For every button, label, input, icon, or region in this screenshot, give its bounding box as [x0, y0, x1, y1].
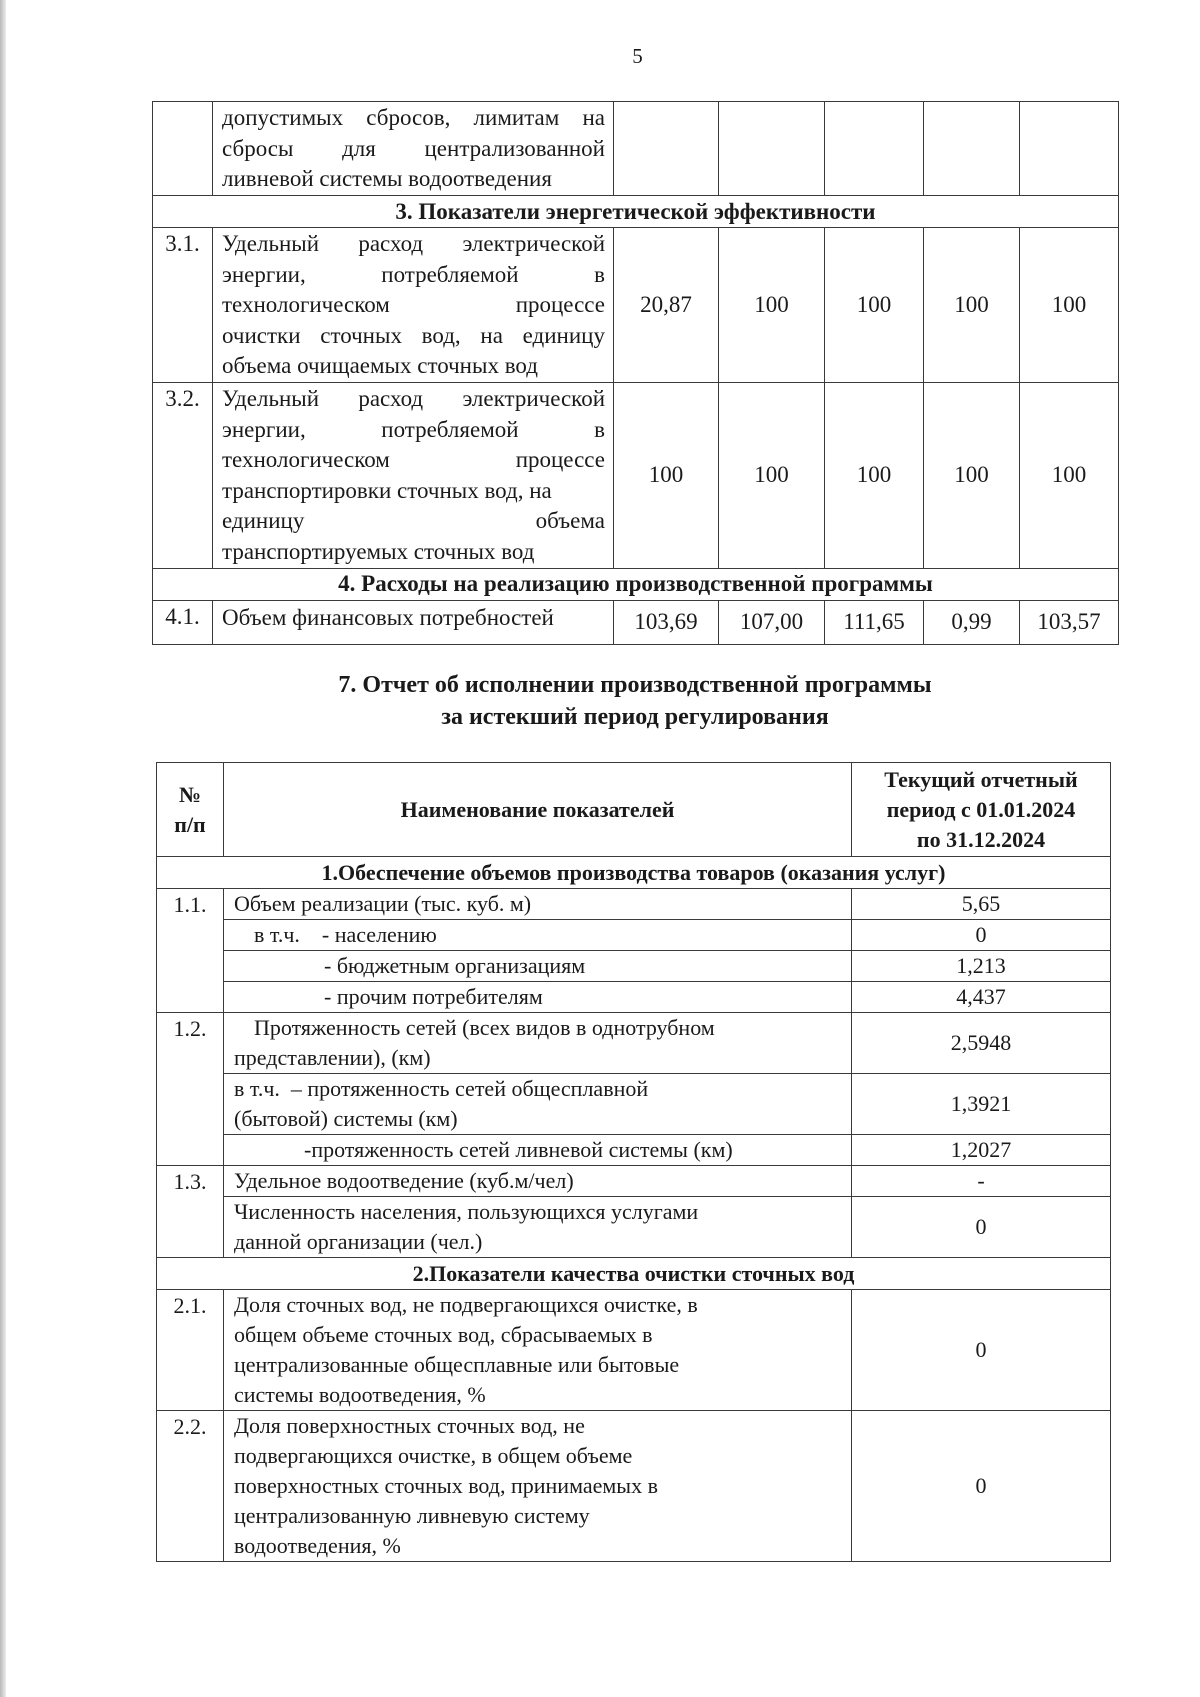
- value-cell: -: [852, 1166, 1111, 1197]
- value-cell: 103,69: [614, 600, 719, 644]
- table-row: [157, 1166, 1111, 1197]
- value-cell: 1,2027: [852, 1135, 1111, 1166]
- row-number: 1.2.: [157, 1013, 224, 1166]
- table-cell: [924, 102, 1020, 196]
- desc-line: энергии, потребляемой в: [222, 416, 605, 442]
- section-1-title: 1.Обеспечение объемов производства товаров (оказания услуг): [157, 857, 1111, 889]
- desc-line: Удельный расход электрической: [222, 231, 605, 256]
- value-cell: 100: [719, 382, 825, 568]
- row-label-line: подвергающихся очистке, в общем объеме: [234, 1443, 633, 1468]
- row-number: 4.1.: [153, 600, 213, 644]
- value-cell: 100: [1020, 382, 1119, 568]
- value-cell: 100: [825, 228, 924, 383]
- header-period: [852, 763, 1111, 857]
- report-heading-line2: за истекший период регулирования: [441, 704, 829, 730]
- header-number-symbol: №: [178, 781, 202, 807]
- value-cell: 107,00: [719, 600, 825, 644]
- section-2-title: 2.Показатели качества очистки сточных вод: [157, 1258, 1111, 1290]
- row-label: - прочим потребителям: [224, 982, 852, 1013]
- section-4-title: 4. Расходы на реализацию производственной программы: [153, 568, 1119, 600]
- scan-page-edge: [0, 0, 6, 1697]
- report-heading-line1: 7. Отчет об исполнении производственной программы: [338, 672, 932, 698]
- value-cell: 100: [825, 382, 924, 568]
- row-label-line: централизованную ливневую систему: [234, 1503, 590, 1528]
- row-label-line: системы водоотведения, %: [234, 1382, 486, 1407]
- header-period-line: по 31.12.2024: [916, 826, 1046, 852]
- header-period-line: период с 01.01.2024: [886, 796, 1076, 822]
- table-row: [153, 600, 1119, 644]
- continuation-text: [213, 102, 614, 196]
- table-row: [157, 982, 1111, 1013]
- header-name: Наименование показателей: [224, 763, 852, 857]
- row-number: 3.1.: [153, 228, 213, 383]
- row-number: 1.3.: [157, 1166, 224, 1258]
- desc-line: Удельный расход электрической: [222, 385, 605, 411]
- section-row: [157, 1258, 1111, 1290]
- row-label: - бюджетным организациям: [224, 951, 852, 982]
- row-label: [224, 1013, 852, 1074]
- value-cell: 0,99: [924, 600, 1020, 644]
- value-cell: 0: [852, 1197, 1111, 1258]
- row-label-line: Численность населения, пользующихся услугами: [234, 1199, 699, 1224]
- desc-line: энергии, потребляемой в: [222, 261, 605, 287]
- table-cell: [719, 102, 825, 196]
- value-cell: 0: [852, 1290, 1111, 1411]
- row-number: 1.1.: [157, 889, 224, 1013]
- table-row: [153, 228, 1119, 383]
- row-label: [224, 1290, 852, 1411]
- table-row: [157, 1197, 1111, 1258]
- row-description: [213, 382, 614, 568]
- table-row: [157, 1411, 1111, 1562]
- row-label-line: данной организации (чел.): [234, 1229, 483, 1254]
- section-3-title: 3. Показатели энергетической эффективности: [153, 196, 1119, 228]
- desc-line: единицу объема: [222, 508, 605, 534]
- row-label: Объем реализации (тыс. куб. м): [224, 889, 852, 920]
- row-label-line: Протяженность сетей (всех видов в однотрубном: [254, 1015, 715, 1040]
- value-cell: 4,437: [852, 982, 1111, 1013]
- row-label-line: централизованные общесплавные или бытовые: [234, 1352, 680, 1377]
- row-label: [224, 1197, 852, 1258]
- row-number: 2.2.: [157, 1411, 224, 1562]
- table-cell: [1020, 102, 1119, 196]
- value-cell: 111,65: [825, 600, 924, 644]
- row-label: в т.ч. - населению: [224, 920, 852, 951]
- table-row: [157, 951, 1111, 982]
- desc-line: транспортируемых сточных вод: [222, 538, 535, 564]
- value-cell: 20,87: [614, 228, 719, 383]
- header-period-line: Текущий отчетный: [884, 766, 1078, 792]
- desc-line: транспортировки сточных вод, на: [222, 477, 552, 503]
- desc-line: ливневой системы водоотведения: [222, 166, 552, 192]
- page-number: 5: [632, 44, 643, 68]
- value-cell: 0: [852, 1411, 1111, 1562]
- desc-line: сбросы для централизованной: [222, 135, 605, 161]
- value-cell: 1,213: [852, 951, 1111, 982]
- row-description: [213, 228, 614, 383]
- table-row: [157, 1290, 1111, 1411]
- section-row: [153, 196, 1119, 228]
- table-cell: [614, 102, 719, 196]
- value-cell: 2,5948: [852, 1013, 1111, 1074]
- value-cell: 5,65: [852, 889, 1111, 920]
- row-label-line: (бытовой) системы (км): [234, 1106, 458, 1131]
- table-row: [157, 1135, 1111, 1166]
- desc-line: технологическом процессе: [222, 292, 605, 318]
- value-cell: 100: [614, 382, 719, 568]
- value-cell: 100: [924, 228, 1020, 383]
- row-label-line: в т.ч. – протяженность сетей общесплавной: [234, 1076, 649, 1101]
- section-row: [153, 568, 1119, 600]
- table-cell: [825, 102, 924, 196]
- table-row: [157, 920, 1111, 951]
- desc-line: очистки сточных вод, на единицу: [222, 322, 605, 348]
- indicators-table: [152, 101, 1119, 645]
- value-cell: 103,57: [1020, 600, 1119, 644]
- table-row: [157, 889, 1111, 920]
- row-label: -протяженность сетей ливневой системы (км): [224, 1135, 852, 1166]
- desc-line: объема очищаемых сточных вод: [222, 353, 538, 379]
- value-cell: 0: [852, 920, 1111, 951]
- row-label-line: представлении), (км): [234, 1045, 431, 1070]
- section-row: [157, 857, 1111, 889]
- row-label: [224, 1411, 852, 1562]
- desc-line: технологическом процессе: [222, 447, 605, 473]
- header-number-abbr: п/п: [174, 811, 206, 837]
- value-cell: 100: [1020, 228, 1119, 383]
- table-row: [153, 382, 1119, 568]
- table-row: [157, 1074, 1111, 1135]
- row-label-line: Доля поверхностных сточных вод, не: [234, 1413, 585, 1438]
- row-description: Объем финансовых потребностей: [213, 600, 614, 644]
- row-label-line: Доля сточных вод, не подвергающихся очистке, в: [234, 1292, 698, 1317]
- table-row: [153, 102, 1119, 196]
- row-label-line: водоотведения, %: [234, 1533, 401, 1558]
- table-row: [157, 1013, 1111, 1074]
- report-table: [156, 762, 1111, 1562]
- row-label-line: общем объеме сточных вод, сбрасываемых в: [234, 1322, 653, 1347]
- row-label: [224, 1074, 852, 1135]
- header-row: [157, 763, 1111, 857]
- desc-line: допустимых сбросов, лимитам на: [222, 105, 605, 131]
- value-cell: 100: [719, 228, 825, 383]
- header-number: [157, 763, 224, 857]
- row-number: 3.2.: [153, 382, 213, 568]
- value-cell: 1,3921: [852, 1074, 1111, 1135]
- value-cell: 100: [924, 382, 1020, 568]
- row-label-line: поверхностных сточных вод, принимаемых в: [234, 1473, 658, 1498]
- table-cell: [153, 102, 213, 196]
- row-label: Удельное водоотведение (куб.м/чел): [224, 1166, 852, 1197]
- row-number: 2.1.: [157, 1290, 224, 1411]
